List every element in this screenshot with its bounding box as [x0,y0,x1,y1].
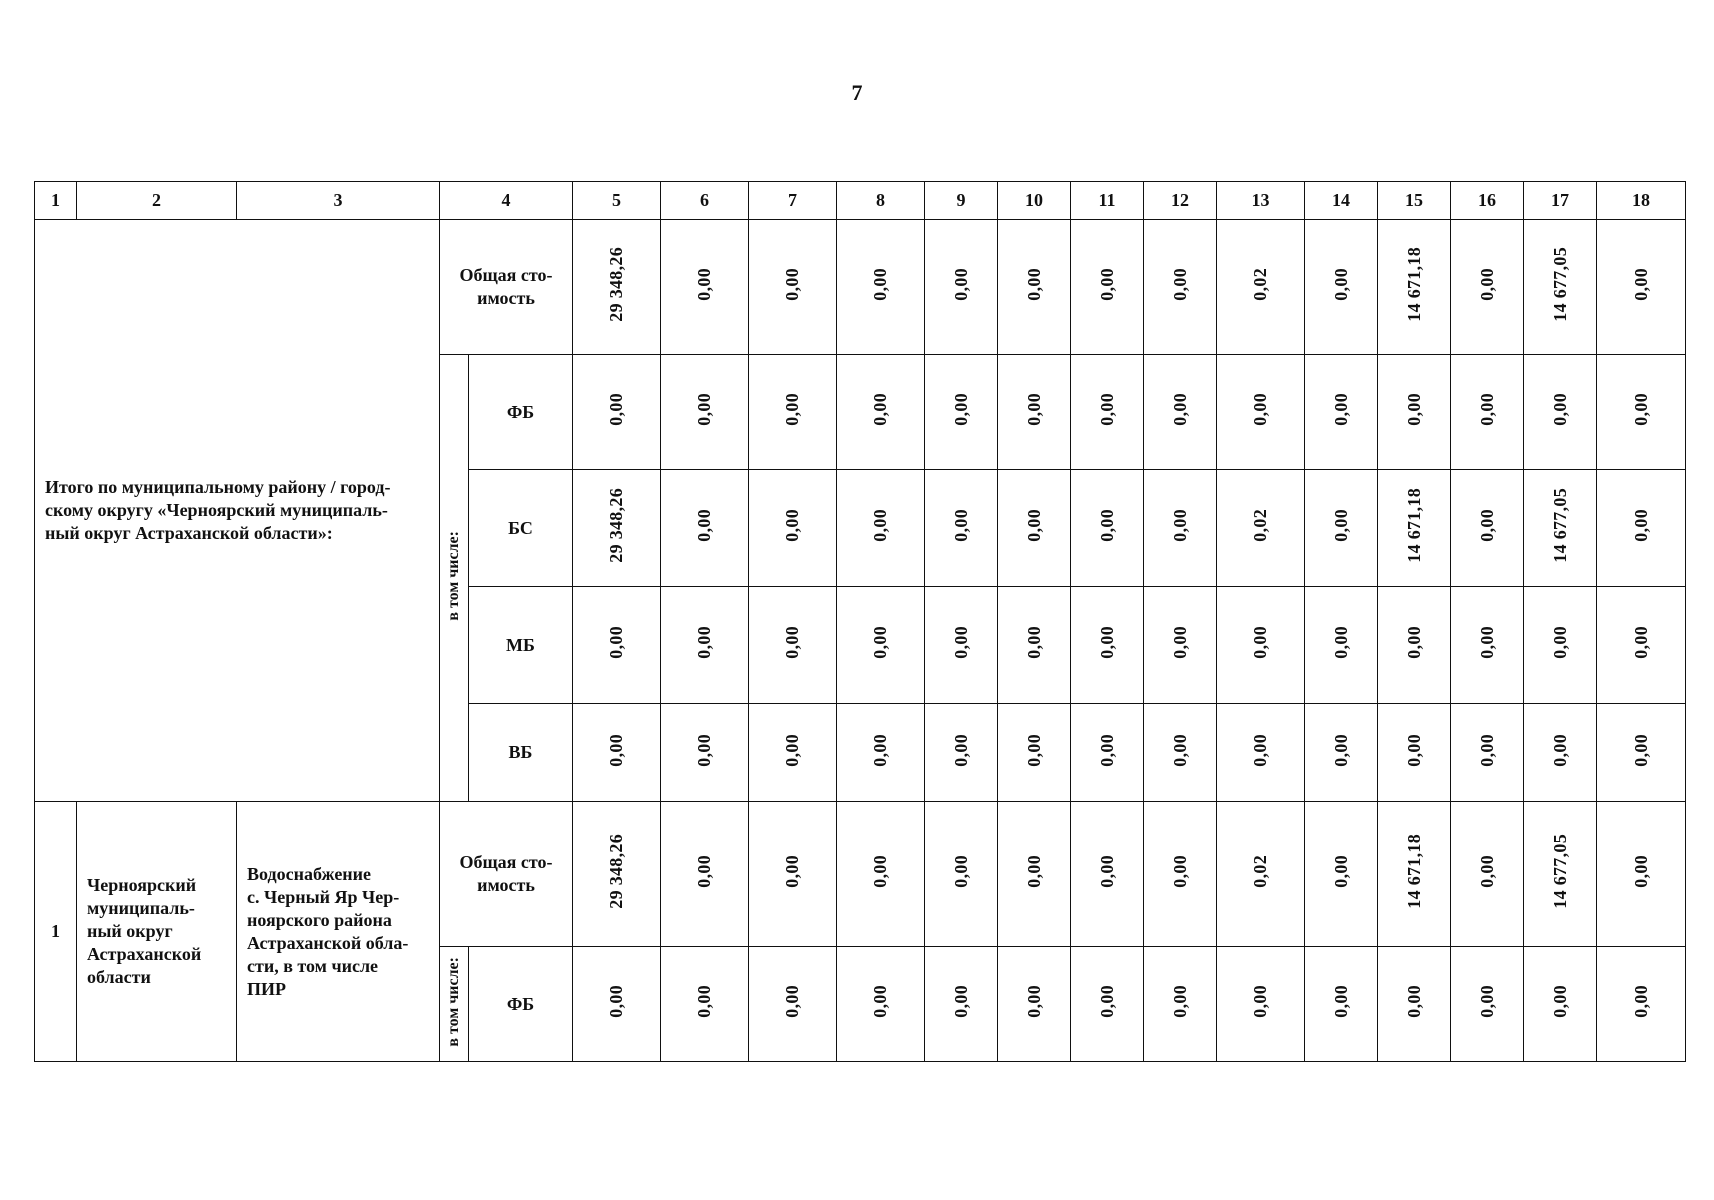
value-cell [1144,470,1217,587]
value: 0,00 [1096,985,1117,1018]
column-number: 3 [237,182,440,220]
value-cell [1217,470,1305,587]
value: 0,00 [1250,985,1270,1018]
item-total-row [35,802,1686,947]
source-label: МБ [469,587,573,704]
value-cell [837,470,925,587]
value-cell [1217,587,1305,704]
column-number: 11 [1071,182,1144,220]
value-cell [1144,704,1217,802]
value: 0,00 [1023,268,1044,301]
value-cell [1378,802,1451,947]
value: 14 677,05 [1549,834,1570,909]
value: 0,00 [1169,855,1190,888]
value: 0,00 [1169,985,1190,1018]
value: 0,00 [1250,393,1270,426]
item-district [77,802,237,1062]
value-cell [749,704,837,802]
value: 0,00 [694,626,714,659]
value: 0,00 [1023,733,1044,767]
value-cell [998,355,1071,470]
value-cell [749,587,837,704]
item-project [237,802,440,1062]
value: 0,00 [870,509,890,542]
value: 0,00 [1330,985,1351,1018]
value: 0,00 [1096,733,1117,767]
value-cell [749,802,837,947]
column-number: 6 [661,182,749,220]
source-label: ВБ [469,704,573,802]
value-cell [573,355,661,470]
column-number: 17 [1524,182,1597,220]
value: 0,00 [1169,733,1190,767]
value-cell [1305,220,1378,355]
value-cell [1305,802,1378,947]
value: 0,00 [1096,393,1117,426]
value-cell [1378,220,1451,355]
value-cell [1597,587,1686,704]
value-cell [1217,704,1305,802]
value-cell [1144,802,1217,947]
item-total-label: Общая сто- имость [440,802,573,947]
value: 0,00 [950,393,971,426]
value: 0,00 [1169,393,1190,426]
value-cell [1451,802,1524,947]
value-cell [1217,947,1305,1062]
value-cell [925,470,998,587]
column-number: 2 [77,182,237,220]
value: 0,00 [1096,626,1117,659]
value-cell [1144,587,1217,704]
value: 0,00 [606,733,626,767]
column-number: 15 [1378,182,1451,220]
value-cell [1524,802,1597,947]
value-cell [925,587,998,704]
source-label: БС [469,470,573,587]
column-number: 8 [837,182,925,220]
value: 0,00 [1330,509,1351,542]
value-cell [1597,802,1686,947]
project-line: ноярского района [247,909,392,930]
value-cell [1144,220,1217,355]
value: 0,00 [1096,268,1117,301]
value-cell [1071,704,1144,802]
value-cell [1071,355,1144,470]
value-cell [1144,947,1217,1062]
value-cell [1071,220,1144,355]
value-cell [573,947,661,1062]
value-cell [998,947,1071,1062]
value: 0,00 [782,985,802,1018]
value: 0,00 [1169,626,1190,659]
value: 0,00 [694,268,714,301]
value-cell [661,587,749,704]
district-line: Черноярский [87,875,197,895]
value: 0,00 [1023,855,1044,888]
value-cell [998,587,1071,704]
value-cell [1071,947,1144,1062]
value: 0,00 [1476,733,1497,767]
item-number: 1 [35,802,77,1062]
value-cell [1597,947,1686,1062]
value: 0,00 [870,626,890,659]
value-cell [749,470,837,587]
value-cell [1597,220,1686,355]
value-cell [925,947,998,1062]
value: 0,02 [1250,268,1270,301]
value-cell [837,947,925,1062]
value: 14 677,05 [1549,247,1570,322]
value: 0,00 [782,509,802,542]
value: 0,00 [606,626,626,659]
column-number: 10 [998,182,1071,220]
value: 29 348,26 [606,247,626,322]
value: 0,00 [606,985,626,1018]
value-cell [1378,470,1451,587]
value-cell [1217,220,1305,355]
value: 0,00 [1023,393,1044,426]
project-line: ПИР [247,978,286,999]
value: 0,00 [1630,855,1651,888]
value-cell [1378,947,1451,1062]
summary-label [35,220,440,802]
value: 0,00 [694,733,714,767]
value-cell [1378,587,1451,704]
value: 0,00 [950,268,971,301]
value: 0,00 [1476,268,1497,301]
value-cell [925,220,998,355]
value: 0,00 [782,626,802,659]
value: 0,00 [1476,855,1497,888]
value: 0,00 [606,393,626,426]
project-line: Водоснабжение [247,863,372,884]
value: 0,00 [1476,509,1497,542]
value: 14 671,18 [1403,247,1424,322]
value-cell [661,355,749,470]
value: 14 671,18 [1403,834,1424,909]
column-number: 12 [1144,182,1217,220]
summary-total-row [35,220,1686,355]
value: 0,00 [1330,733,1351,767]
value: 0,00 [950,855,971,888]
value: 0,00 [1630,733,1651,767]
value-cell [1524,220,1597,355]
value-cell [749,220,837,355]
value-cell [1305,470,1378,587]
value-cell [1524,587,1597,704]
value: 0,00 [1549,393,1570,426]
value-cell [925,355,998,470]
value: 0,02 [1250,509,1270,542]
value-cell [925,802,998,947]
value-cell [1144,355,1217,470]
value: 14 671,18 [1403,488,1424,563]
value-cell [998,802,1071,947]
value-cell [1524,704,1597,802]
value: 0,00 [870,268,890,301]
source-label: ФБ [469,355,573,470]
value-cell [1305,355,1378,470]
value-cell [749,947,837,1062]
value: 0,00 [1330,855,1351,888]
column-number: 1 [35,182,77,220]
column-number: 13 [1217,182,1305,220]
value-cell [837,587,925,704]
value-cell [837,220,925,355]
including-label: в том числе: [440,355,469,802]
value: 0,00 [1023,626,1044,659]
value-cell [573,587,661,704]
column-number: 4 [440,182,573,220]
value: 0,00 [1630,985,1651,1018]
including-label: в том числе: [440,947,469,1062]
value: 0,00 [694,855,714,888]
value-cell [1524,470,1597,587]
value-cell [1378,355,1451,470]
value-cell [998,470,1071,587]
value: 0,00 [950,733,971,767]
value: 0,00 [1023,509,1044,542]
value-cell [573,470,661,587]
column-number-row [35,182,1686,220]
value: 0,00 [1549,985,1570,1018]
value: 0,00 [1476,393,1497,426]
value-cell [1305,947,1378,1062]
column-number: 5 [573,182,661,220]
budget-table [34,181,1686,1062]
value: 0,00 [1549,626,1570,659]
value: 0,00 [950,509,971,542]
value: 0,00 [1250,733,1270,767]
value: 0,00 [1476,985,1497,1018]
value-cell [1524,355,1597,470]
value: 0,00 [1330,626,1351,659]
value-cell [1217,802,1305,947]
value-cell [1305,704,1378,802]
value-cell [573,802,661,947]
page-number: 7 [851,80,863,105]
summary-label-line: ный округ Астраханской области»: [45,523,333,543]
value-cell [1451,704,1524,802]
value: 0,00 [782,855,802,888]
value: 0,00 [1630,268,1651,301]
value-cell [573,704,661,802]
value: 0,00 [1330,268,1351,301]
value: 0,00 [782,393,802,426]
value-cell [1305,587,1378,704]
column-number: 7 [749,182,837,220]
value-cell [837,802,925,947]
value: 0,00 [1630,509,1651,542]
value: 0,00 [694,509,714,542]
value: 0,00 [870,733,890,767]
project-line: Астраханской обла- [247,932,409,953]
value-cell [1524,947,1597,1062]
value: 29 348,26 [606,834,626,909]
value-cell [1597,355,1686,470]
value: 0,00 [1169,268,1190,301]
value-cell [661,947,749,1062]
district-line: муниципаль- [87,898,195,918]
district-line: ный округ [87,921,173,941]
value: 0,00 [870,855,890,888]
value-cell [1217,355,1305,470]
value-cell [661,220,749,355]
value-cell [1451,470,1524,587]
value-cell [1451,220,1524,355]
value: 0,00 [870,393,890,426]
column-number: 14 [1305,182,1378,220]
value-cell [661,802,749,947]
value-cell [1071,802,1144,947]
value: 0,00 [694,393,714,426]
value: 0,00 [782,733,802,767]
value: 0,00 [1403,626,1424,659]
value: 0,00 [950,626,971,659]
value: 0,00 [1403,393,1424,426]
value: 0,00 [1330,393,1351,426]
value: 0,00 [1250,626,1270,659]
value: 0,00 [1403,985,1424,1018]
value-cell [661,704,749,802]
column-number: 16 [1451,182,1524,220]
value: 29 348,26 [606,488,626,563]
value-cell [925,704,998,802]
value-cell [1597,704,1686,802]
value-cell [1071,587,1144,704]
value: 0,00 [1169,509,1190,542]
value: 0,00 [1096,855,1117,888]
value-cell [749,355,837,470]
district-line: Астраханской [87,944,202,964]
value: 0,00 [1096,509,1117,542]
value: 0,00 [782,268,802,301]
column-number: 9 [925,182,998,220]
value: 0,00 [1476,626,1497,659]
value: 0,00 [1403,733,1424,767]
district-line: области [87,967,151,987]
value: 0,00 [694,985,714,1018]
summary-label-line: Итого по муниципальному району / город- [45,477,391,497]
value-cell [1071,470,1144,587]
value-cell [1597,470,1686,587]
column-number: 18 [1597,182,1686,220]
summary-label-line: скому округу «Черноярский муниципаль- [45,500,388,520]
value: 0,00 [1549,733,1570,767]
value-cell [1378,704,1451,802]
value-cell [573,220,661,355]
value: 0,00 [1630,626,1651,659]
value: 0,02 [1250,855,1270,888]
source-label: ФБ [469,947,573,1062]
summary-total-label: Общая сто- имость [440,220,573,355]
value: 0,00 [950,985,971,1018]
value: 0,00 [1630,393,1651,426]
value: 0,00 [870,985,890,1018]
value: 0,00 [1023,985,1044,1018]
value-cell [837,355,925,470]
value-cell [1451,947,1524,1062]
value-cell [837,704,925,802]
value: 14 677,05 [1549,488,1570,563]
value-cell [998,220,1071,355]
value-cell [1451,355,1524,470]
project-line: сти, в том числе [247,955,379,976]
value-cell [661,470,749,587]
value-cell [998,704,1071,802]
value-cell [1451,587,1524,704]
project-line: с. Черный Яр Чер- [247,886,400,907]
